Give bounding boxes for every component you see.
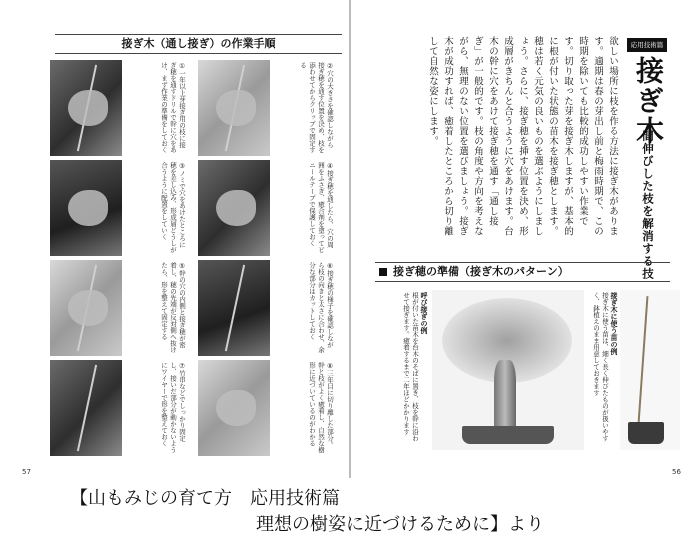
credit-line-2: 理想の樹姿に近づけるために】より <box>256 514 544 535</box>
step-photo-3 <box>50 160 122 256</box>
step-photo-8 <box>198 360 270 456</box>
step-caption-3: ③ノミで穴をあけたところに穂を差し込み、形成層どうしが合うように配置をしていく <box>160 162 186 253</box>
step-photo-4 <box>198 160 270 256</box>
step-caption-8: ⑧三年目に切り離した部分。幹と枝がよく癒着し、自然な樹形に近づいているのがわかる <box>308 362 334 453</box>
step-caption-5: ⑤幹の穴の内側と接ぎ穂が密着し、穂の先端が反対側へ抜けたら、形を整えて固定する <box>160 262 186 353</box>
credit-line-1: 【山もみじの育て方 応用技術篇 <box>70 488 340 509</box>
step-row-3 <box>50 260 345 356</box>
step-row-4 <box>50 360 345 456</box>
section-title: 接ぎ穂の準備（接ぎ木のパターン） <box>375 262 670 282</box>
right-page-number: 56 <box>672 468 681 476</box>
step-photo-1 <box>50 60 122 156</box>
step-caption-2: ②穴の大きさを確認しながら接ぎ穂を通す位置を決め、枝を添わせてからクリップで固定する <box>299 62 334 153</box>
page-title: 接ぎ木 <box>632 56 665 146</box>
left-page-number: 57 <box>22 468 31 476</box>
step-caption-1: ①一年以上芽接ぎ用の枝に接ぎ穂を通すドリルで幹に穴をあけ、まず作業の準備をしておく <box>160 62 186 153</box>
seedling-pot-icon <box>628 422 664 444</box>
step-photo-5 <box>50 260 122 356</box>
step-photo-7 <box>50 360 122 456</box>
book-gutter <box>349 0 351 478</box>
square-bullet-icon <box>379 268 387 276</box>
step-caption-6: ⑥接ぎ穂の様子を確認しながら枝の向きと太さに合わせ、余分な部分はカットしておく <box>308 262 334 353</box>
step-photo-2 <box>198 60 270 156</box>
page-subtitle: 間伸びした枝を解消する技 <box>641 130 655 280</box>
body-text: 欲しい場所に枝を作る方法に接ぎ木があります。適期は春の芽出し前と梅雨時期で、この時期を除いても比較的成功しやすい作業です。切り取った芽を接ぎ木しますが、基本的に根が付いた状態の苗木を接ぎ穂とします。穂は若く元気の良いものを選ぶようにしましょう。さらに、接ぎ穂を挿す位置を決め、形成層がきちんと合うように穴をあけます。台木の幹に穴をあけて接ぎ穂を通す「通し接ぎ」が一般的です。枝の角度や方向を考えながら、無理のない位置を選びましょう。接ぎ木が成功すれば、癒着したところから切り離して自然な姿にします。 <box>427 36 618 236</box>
bonsai-pot-icon <box>462 426 554 444</box>
bonsai-photo <box>432 290 584 450</box>
left-page-title: 接ぎ木（通し接ぎ）の作業手順 <box>55 34 342 54</box>
step-photo-6 <box>198 260 270 356</box>
caption-a: 呼び接ぎの例 根が付いた苗木を台木のそばに置き、枝を幹に沿わせて接ぎます。癒着するまで二年ほどかかります <box>402 292 428 442</box>
caption-b: 接ぎ木に使う苗の例 接ぎ木に使う苗は、細く長く伸びたものが扱いやすく、鉢植えのまま用意しておきます <box>592 292 618 442</box>
step-caption-7: ⑦竹串などでしっかり固定し、接いだ部分が動かないようにワイヤーで形を整えておく <box>160 362 186 453</box>
category-badge: 応用技術篇 <box>627 38 667 52</box>
source-credit <box>70 486 544 538</box>
tree-trunk-icon <box>494 360 516 430</box>
seedling-photo <box>620 290 680 450</box>
step-row-1 <box>50 60 345 156</box>
seedling-stem-icon <box>638 296 649 424</box>
step-caption-4: ④接ぎ穂を通したら、穴の周囲をふさぎ、癒合剤を塗ってビニールテープで保護しておく <box>308 162 334 253</box>
step-row-2 <box>50 160 345 256</box>
